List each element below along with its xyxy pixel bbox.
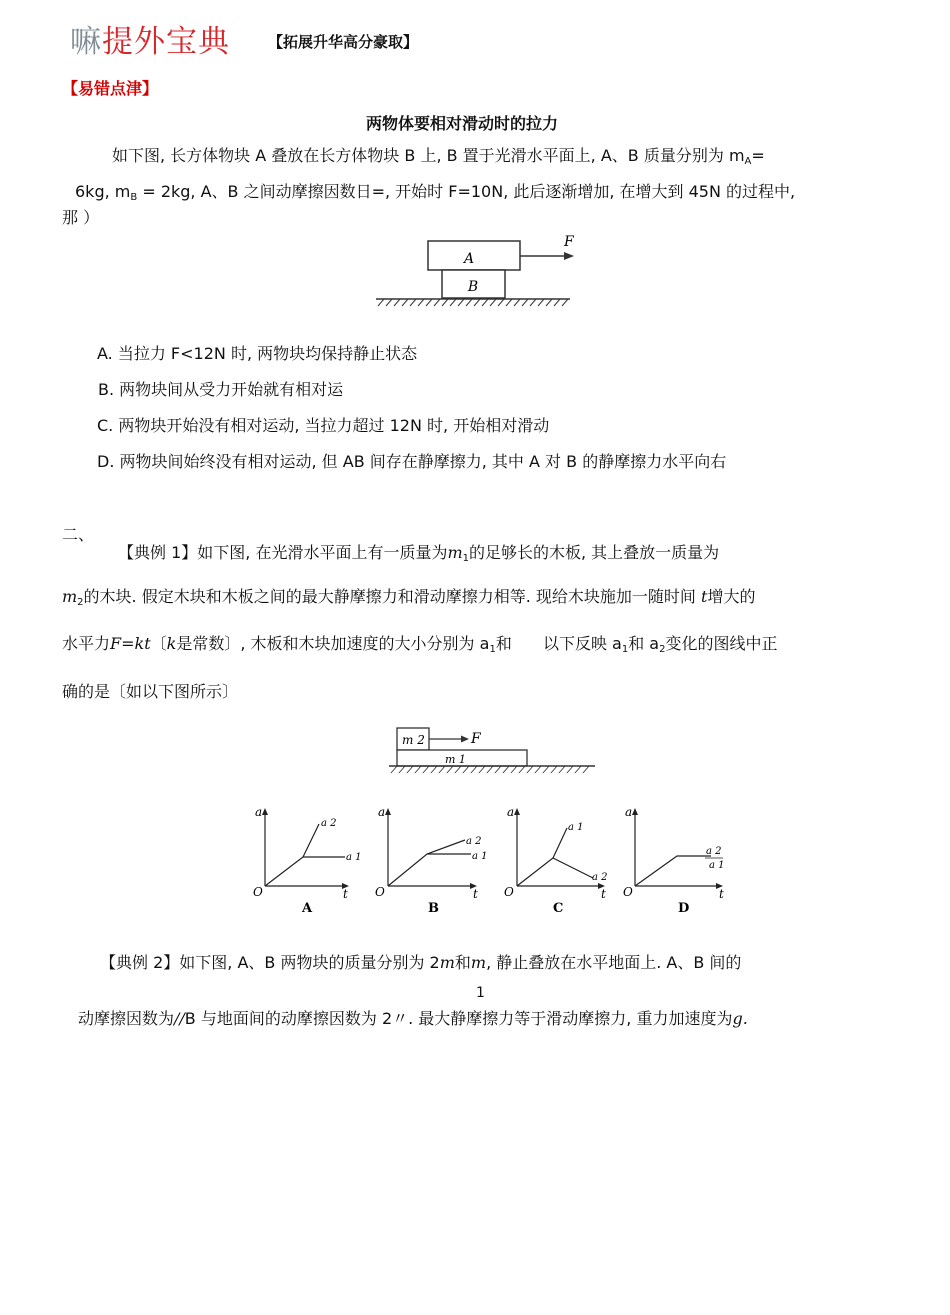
graph-c (504, 805, 608, 916)
svg-text:a: a (255, 805, 263, 819)
svg-text:O: O (623, 885, 633, 899)
logo-part2: 提外宝典 (102, 24, 230, 60)
example1-line2: $m_2$的木块. 假定木块和木板之间的最大静摩擦力和滑动摩擦力相等. 现给木块施加一随时间 t增大的 (62, 587, 756, 608)
label-a: A (463, 251, 475, 267)
svg-text:O: O (375, 885, 385, 899)
example1-line4: 确的是〔如以下图所示〕 (62, 682, 239, 701)
svg-text:t: t (601, 887, 606, 901)
svg-text:A: A (302, 901, 313, 916)
label-m1: m 1 (445, 753, 466, 766)
svg-text:O: O (253, 885, 263, 899)
svg-text:C: C (553, 901, 564, 916)
example2-line2: 动摩擦因数为//B 与地面间的动摩擦因数为 2〃. 最大静摩擦力等于滑动摩擦力, 重力加速度为g. (78, 1009, 748, 1028)
label-b: B (467, 279, 479, 295)
svg-text:a: a (507, 805, 515, 819)
problem1-line3: 那 ） (62, 208, 100, 227)
logo-part1: 嘛 (70, 24, 102, 60)
example1-line3: 水平力F=kt〔k是常数〕, 木板和木块加速度的大小分别为 $a_1$和 以下反映 $a_1$和 $a_2$变化的图线中正 (62, 634, 778, 655)
svg-text:a 1: a 1 (568, 822, 584, 833)
board-figure (385, 722, 605, 780)
option-c: C. 两物块开始没有相对运动, 当拉力超过 12N 时, 开始相对滑动 (97, 416, 550, 435)
svg-text:a 1: a 1 (472, 851, 488, 862)
blocks-figure (370, 230, 600, 310)
svg-text:a 2: a 2 (466, 836, 482, 847)
ground-hatch (378, 299, 568, 306)
option-b: B. 两物块间从受力开始就有相对运 (98, 380, 344, 399)
svg-text:a 1: a 1 (709, 860, 725, 871)
option-a: A. 当拉力 F<12N 时, 两物块均保持静止状态 (97, 344, 418, 363)
svg-text:a 2: a 2 (592, 872, 608, 883)
svg-text:a 2: a 2 (321, 818, 337, 829)
problem1-line1: 如下图, 长方体物块 A 叠放在长方体物块 B 上, B 置于光滑水平面上, A、B 质量分别为 $m_A=$ (112, 146, 765, 167)
problem-title: 两物体要相对滑动时的拉力 (366, 114, 559, 133)
option-d: D. 两物块间始终没有相对运动, 但 AB 间存在静摩擦力, 其中 A 对 B 的静摩擦力水平向右 (97, 452, 727, 471)
graph-d (623, 805, 725, 916)
graphs-figure (245, 802, 745, 920)
label-f: F (564, 234, 574, 250)
label-m2: m 2 (402, 733, 425, 747)
section-mark: 二、 (62, 525, 95, 544)
svg-text:t: t (473, 887, 478, 901)
svg-text:a: a (625, 805, 633, 819)
svg-text:t: t (719, 887, 724, 901)
brand-logo (70, 16, 230, 61)
graph-b (375, 805, 488, 916)
page-number: 1 (476, 985, 485, 1001)
section-tag: 【易错点津】 (62, 79, 159, 98)
svg-text:t: t (343, 887, 348, 901)
problem1-line2: 6kg, $m_B = 2kg$, A、B 之间动摩擦因数日=, 开始时 F=10N, 此后逐渐增加, 在增大到 45N 的过程中, (75, 182, 796, 203)
svg-text:a 2: a 2 (706, 846, 722, 857)
svg-text:O: O (504, 885, 514, 899)
example1-line1: 【典例 1】如下图, 在光滑水平面上有一质量为$m_1$的足够长的木板, 其上叠放一质量为 (118, 543, 720, 564)
example2-line1: 【典例 2】如下图, A、B 两物块的质量分别为 2m和m, 静止叠放在水平地面上. A、B 间的 (100, 953, 742, 972)
graph-a (253, 805, 362, 916)
label-force: F (471, 731, 481, 747)
svg-text:a: a (378, 805, 386, 819)
svg-text:D: D (678, 901, 690, 916)
svg-text:a 1: a 1 (346, 852, 362, 863)
svg-text:B: B (428, 901, 439, 916)
slogan: 【拓展升华高分豪取】 (268, 33, 419, 51)
